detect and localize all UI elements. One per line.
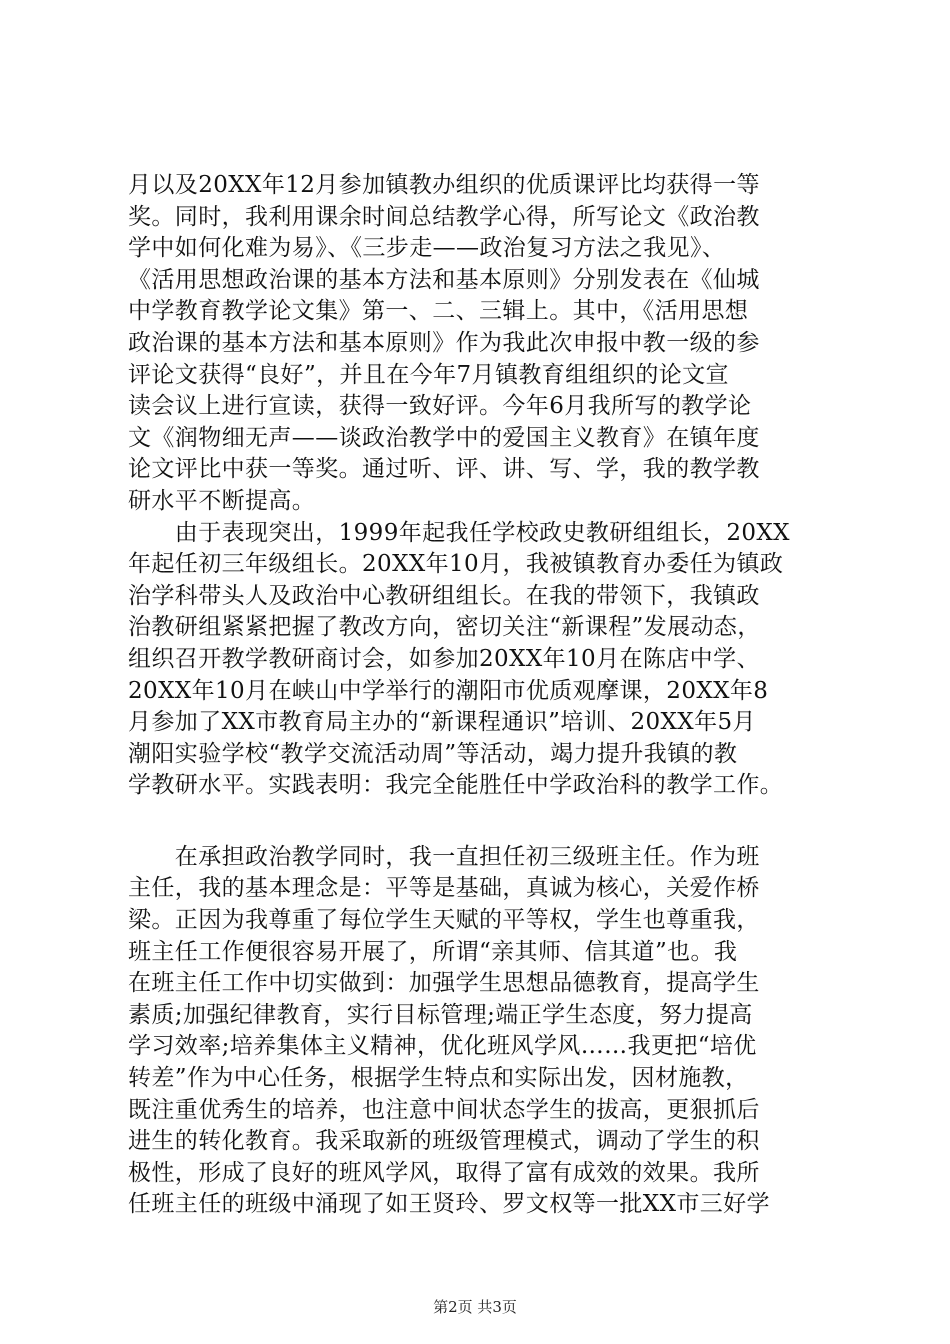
text-line: 梁。正因为我尊重了每位学生天赋的平等权，学生也尊重我， xyxy=(128,907,760,934)
paragraph-spacer xyxy=(128,802,828,842)
paragraph-1 xyxy=(128,170,828,518)
text-line: 年起任初三年级组长。20XX年10月，我被镇教育办委任为镇政 xyxy=(128,551,784,578)
text-line: 政治课的基本方法和基本原则》作为我此次申报中教一级的参 xyxy=(128,329,760,356)
text-line: 学中如何化难为易》、《三步走——政治复习方法之我见》、 xyxy=(128,235,726,262)
page-number-footer: 第2页 共3页 xyxy=(433,1298,517,1316)
document-body xyxy=(128,170,828,1221)
text-line: 主任，我的基本理念是：平等是基础，真诚为核心，关爱作桥 xyxy=(128,875,760,902)
text-line: 治学科带头人及政治中心教研组组长。在我的带领下，我镇政 xyxy=(128,582,760,609)
text-line: 组织召开教学教研商讨会，如参加20XX年10月在陈店中学、 xyxy=(128,645,760,672)
text-line: 素质;加强纪律教育，实行目标管理;端正学生态度，努力提高 xyxy=(128,1001,753,1028)
text-line: 由于表现突出，1999年起我任学校政史教研组组长，20XX xyxy=(128,519,790,546)
text-line: 论文评比中获一等奖。通过听、评、讲、写、学，我的教学教 xyxy=(128,456,760,483)
text-line: 读会议上进行宣读，获得一致好评。今年6月我所写的教学论 xyxy=(128,393,752,420)
text-line: 学习效率;培养集体主义精神，优化班风学风……我更把“培优 xyxy=(128,1033,757,1060)
text-line: 在班主任工作中切实做到：加强学生思想品德教育，提高学生 xyxy=(128,970,760,997)
text-line: 在承担政治教学同时，我一直担任初三级班主任。作为班 xyxy=(128,843,760,870)
text-line: 治教研组紧紧把握了教改方向，密切关注“新课程”发展动态， xyxy=(128,614,761,641)
text-line: 评论文获得“良好”，并且在今年7月镇教育组组织的论文宣 xyxy=(128,361,729,388)
paragraph-2 xyxy=(128,518,828,802)
text-line: 奖。同时，我利用课余时间总结教学心得，所写论文《政治教 xyxy=(128,203,760,230)
text-line: 任班主任的班级中涌现了如王贤玲、罗文权等一批XX市三好学 xyxy=(128,1191,770,1218)
text-line: 《活用思想政治课的基本方法和基本原则》分别发表在《仙城 xyxy=(128,266,760,293)
text-line: 潮阳实验学校“教学交流活动周”等活动，竭力提升我镇的教 xyxy=(128,740,738,767)
text-line: 既注重优秀生的培养，也注意中间状态学生的拔高，更狠抓后 xyxy=(128,1096,760,1123)
paragraph-3 xyxy=(128,842,828,1221)
text-line: 20XX年10月在峡山中学举行的潮阳市优质观摩课，20XX年8 xyxy=(128,677,769,704)
text-line: 进生的转化教育。我采取新的班级管理模式，调动了学生的积 xyxy=(128,1128,760,1155)
text-line: 文《润物细无声——谈政治教学中的爱国主义教育》在镇年度 xyxy=(128,424,760,451)
text-line: 转差”作为中心任务，根据学生特点和实际出发，因材施教， xyxy=(128,1065,749,1092)
text-line: 研水平不断提高。 xyxy=(128,487,316,514)
text-line: 月以及20XX年12月参加镇教办组织的优质课评比均获得一等 xyxy=(128,172,760,198)
text-line: 班主任工作便很容易开展了，所谓“亲其师、信其道”也。我 xyxy=(128,938,738,965)
text-line: 中学教育教学论文集》第一、二、三辑上。其中，《活用思想 xyxy=(128,298,749,325)
text-line: 学教研水平。实践表明：我完全能胜任中学政治科的教学工作。 xyxy=(128,772,784,799)
text-line: 月参加了XX市教育局主办的“新课程通识”培训、20XX年5月 xyxy=(128,709,756,736)
text-line: 极性，形成了良好的班风学风，取得了富有成效的效果。我所 xyxy=(128,1159,760,1186)
